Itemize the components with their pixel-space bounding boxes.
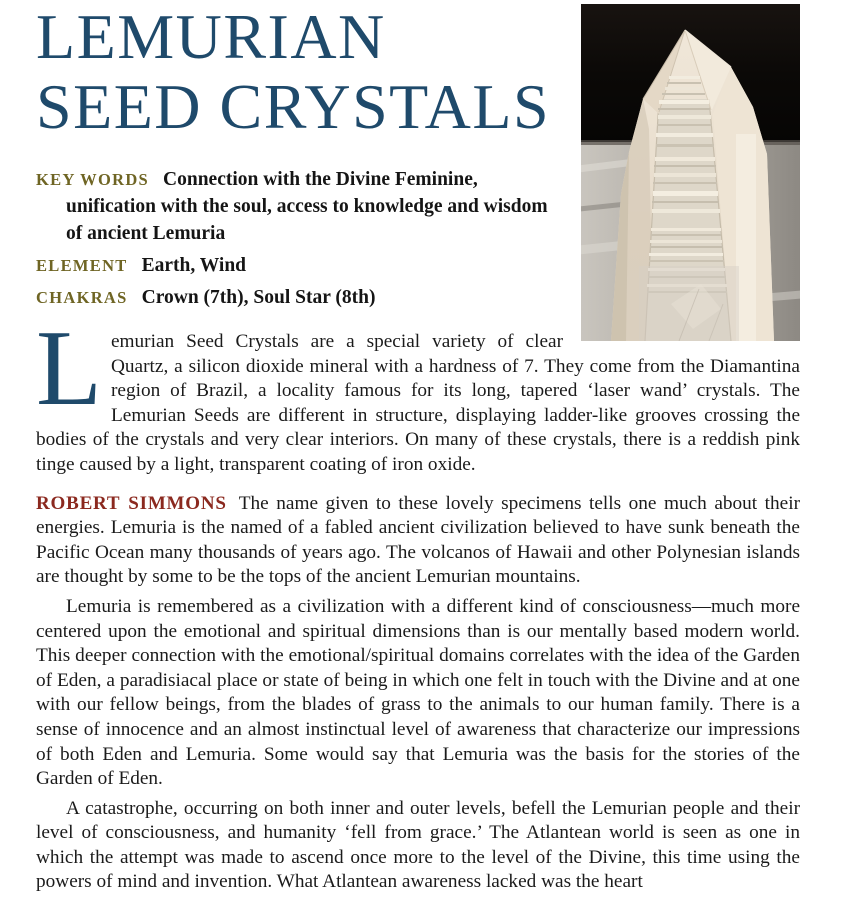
element-value: Earth, Wind [141, 255, 247, 276]
keywords-value: Connection with the Divine Feminine, unification with the soul, access to knowledge and wisdom of ancient Lemuria [66, 169, 548, 244]
paragraph-catastrophe: A catastrophe, occurring on both inner and outer levels, befell the Lemurian people and their level of consciousness, and humanity ‘fell from grace.’ The Atlantean world is seen as one in which the attempt was made to ascend once more to the level of the Divine, this time using the powers of mind and invention. What Atlantean awareness lacked was the heart [36, 797, 800, 893]
title-line-2: SEED CRYSTALS [36, 71, 551, 142]
element-label: ELEMENT [36, 256, 128, 275]
chakras-label: CHAKRAS [36, 288, 128, 307]
crystal-photo [581, 4, 800, 341]
paragraph-lemuria-remembered: Lemuria is remembered as a civilization with a different kind of consciousness—much more centered upon the emotional and spiritual dimensions than is our mentally based modern world. This deeper connection with the emotional/spiritual domains correlates with the idea of the Garden of Eden, a paradisiacal place or state of being in which one felt in touch with the Divine and at one with our fellow beings, from the blades of grass to the animals to our human family. There is a sense of innocence and an almost instinctual level of awareness that characterize our impressions of both Eden and Lemuria. Some would say that Lemuria was the basis for the stories of the Garden of Eden. [36, 595, 800, 790]
crystal-photo-image [581, 4, 800, 341]
author-paragraph-text: The name given to these lovely specimens tells one much about their energies. Lemuria is the named of a fabled ancient civilization believed to have sunk beneath the Pacific Ocean many thousands of years ago. The volcanos of Hawaii and other Polynesian islands are thought by some to be the tops of the ancient Lemurian mountains. [36, 492, 800, 588]
intro-paragraph-text: emurian Seed Crystals are a special variety of clear Quartz, a silicon dioxide mineral with a hardness of 7. They come from the Diamantina region of Brazil, a locality famous for its long, tapered ‘laser wand’ crystals. The Lemurian Seeds are different in structure, displaying ladder-like grooves crossing the bodies of the crystals and very clear interiors. On many of these crystals, there is a reddish pink tinge caused by a light, transparent coating of iron oxide. [36, 331, 800, 475]
intro-paragraph [36, 309, 800, 478]
drop-cap: L [36, 309, 102, 428]
author-name: ROBERT SIMMONS [36, 492, 227, 514]
body-text-section [36, 309, 800, 895]
title-line-1: LEMURIAN [36, 1, 386, 72]
chakras-value: Crown (7th), Soul Star (8th) [141, 287, 376, 308]
author-paragraph [36, 492, 800, 590]
keywords-label: KEY WORDS [36, 170, 150, 189]
